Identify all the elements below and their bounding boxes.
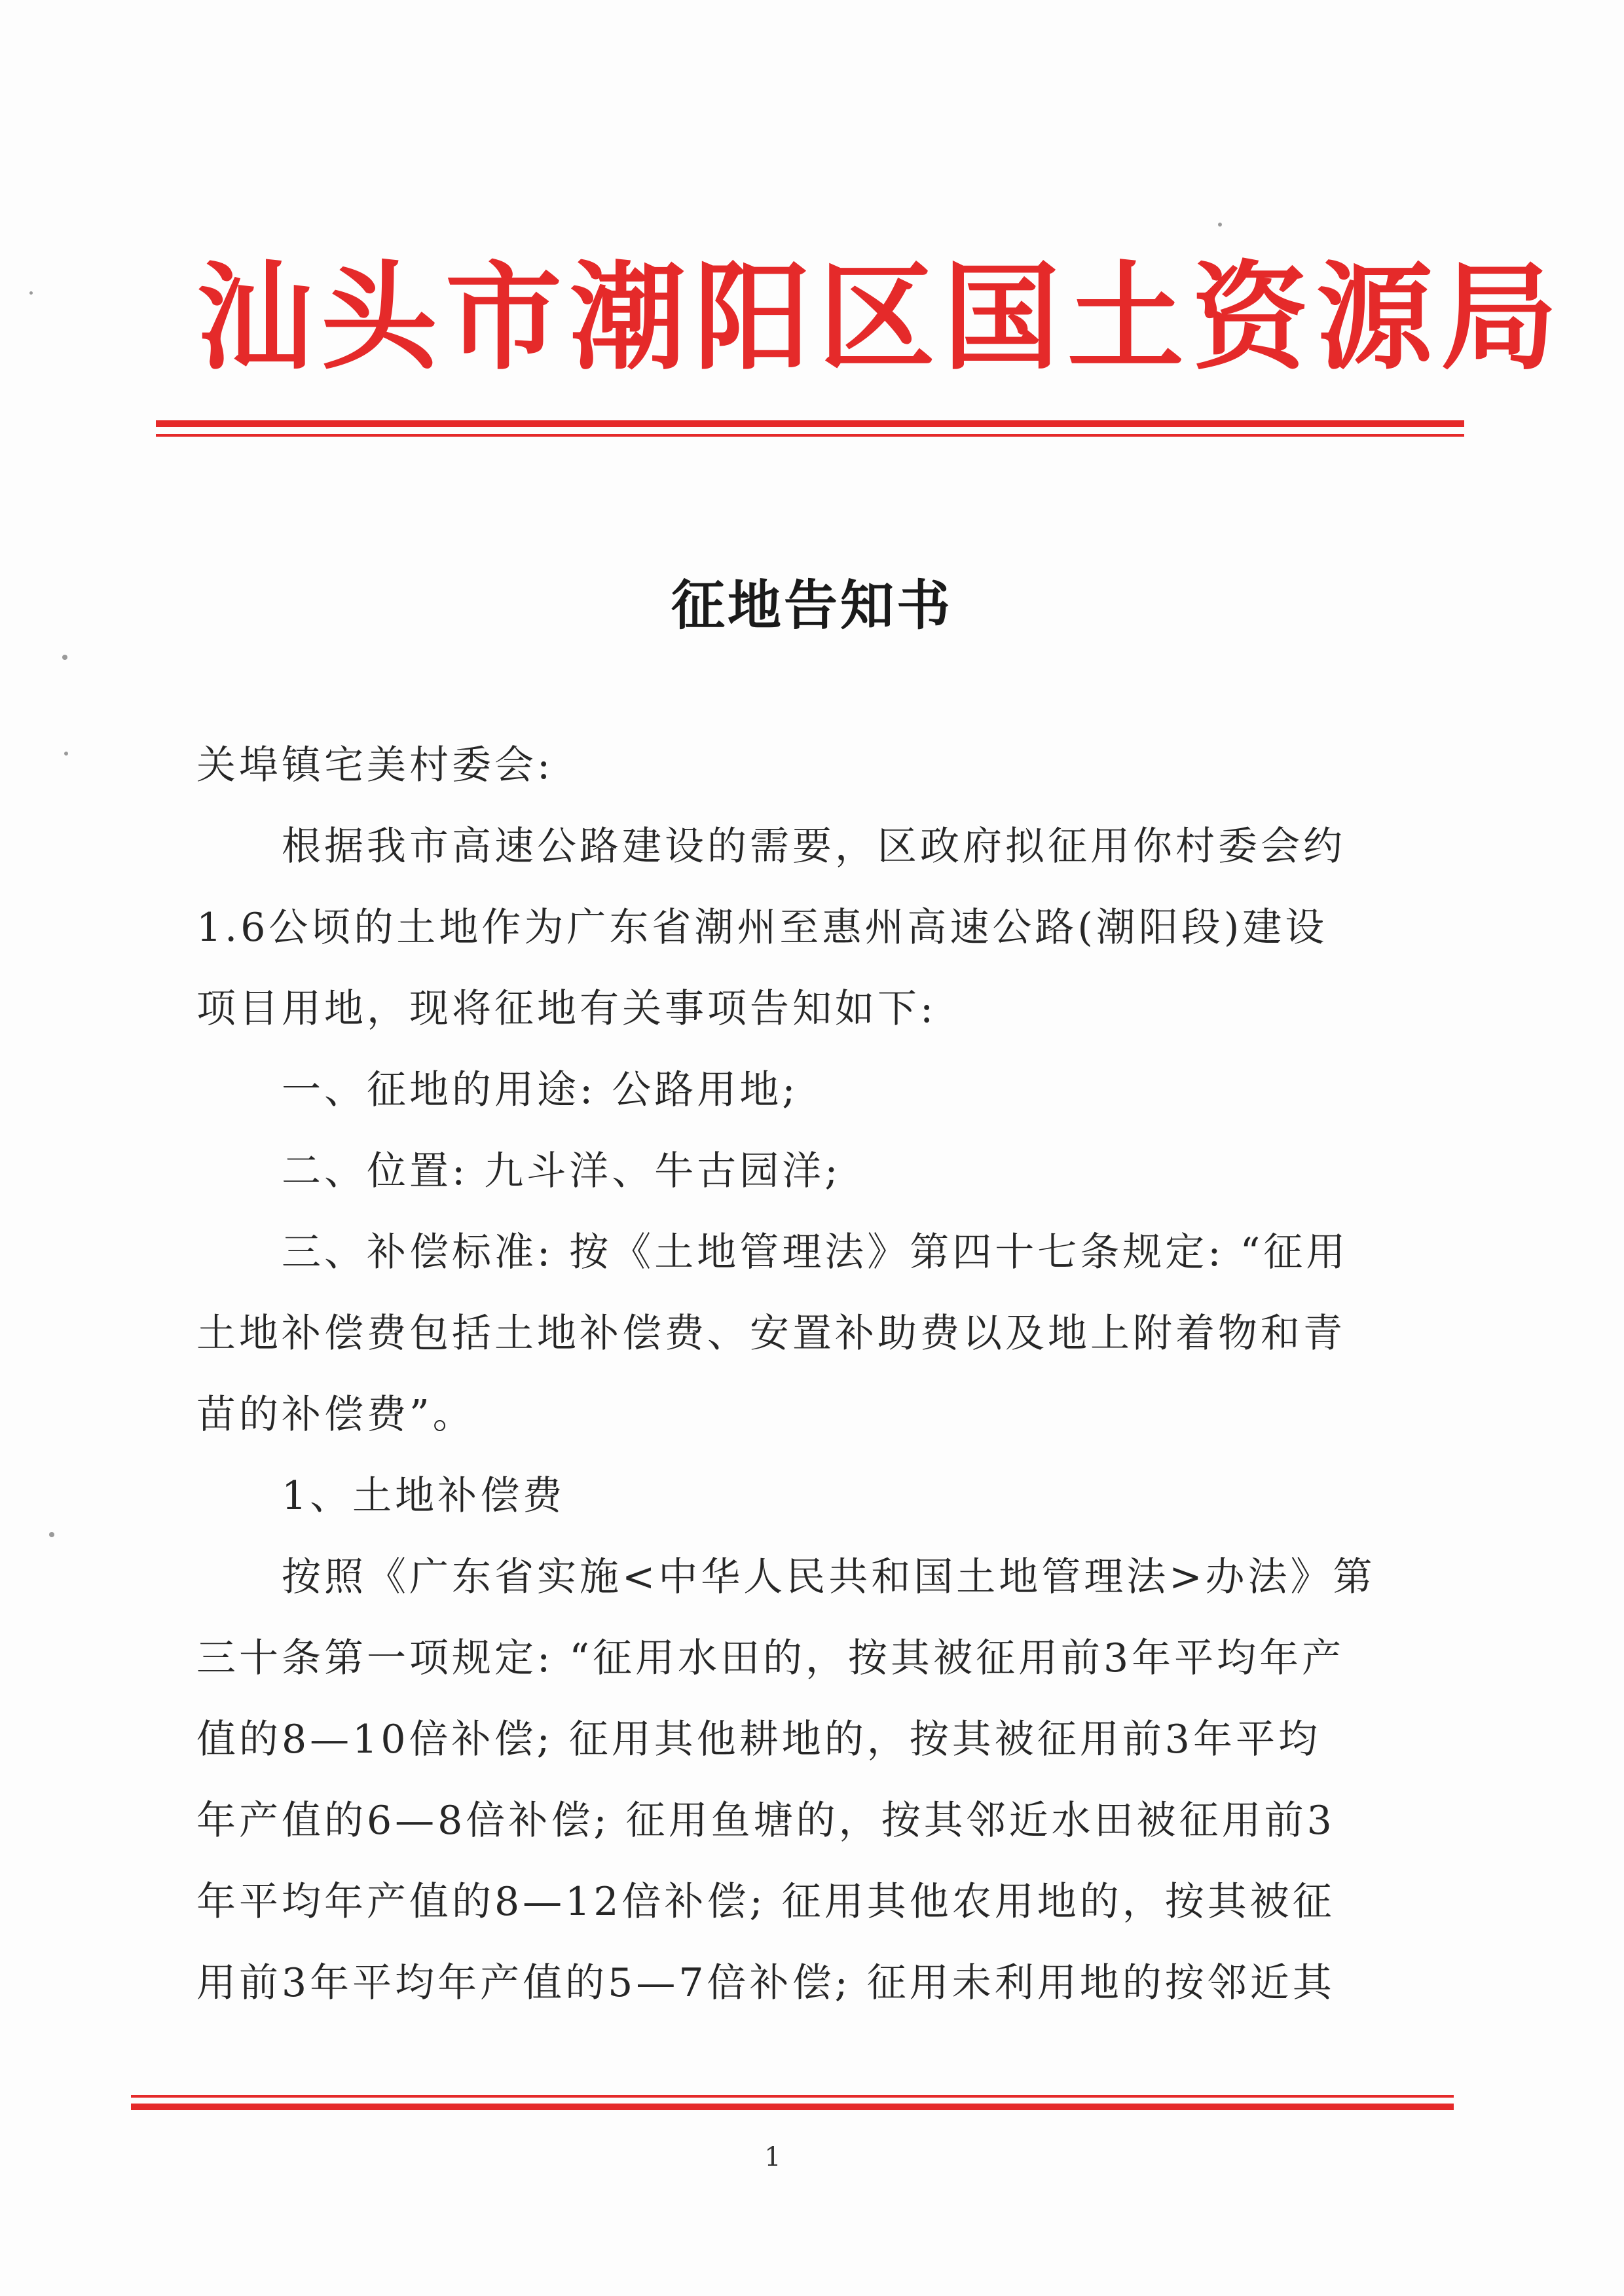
document-title: 征地告知书: [671, 574, 953, 637]
body-line: 二、位置: 九斗洋、牛古园洋;: [196, 1148, 841, 1194]
body-line: 按照《广东省实施<中华人民共和国土地管理法>办法》第: [196, 1554, 1376, 1600]
page-number: 1: [764, 2142, 781, 2172]
body-line: 年平均年产值的8—12倍补偿; 征用其他农用地的，按其被征: [196, 1879, 1335, 1925]
body-line: 三、补偿标准: 按《土地管理法》第四十七条规定: “征用: [196, 1230, 1349, 1275]
body-line: 一、征地的用途: 公路用地;: [196, 1067, 799, 1113]
scan-speck: [1218, 223, 1222, 227]
scan-speck: [29, 291, 33, 295]
body-line: 三十条第一项规定: “征用水田的，按其被征用前3年平均年产: [196, 1635, 1345, 1681]
body-line: 1、土地补偿费: [196, 1473, 566, 1519]
letterhead-rule-thick: [156, 420, 1464, 427]
scan-speck: [49, 1532, 54, 1537]
body-line: 值的8—10倍补偿; 征用其他耕地的，按其被征用前3年平均: [196, 1717, 1321, 1762]
body-line-salutation: 关埠镇宅美村委会:: [196, 742, 554, 788]
scan-speck: [64, 752, 68, 756]
footer-rule-thin: [131, 2095, 1454, 2098]
letterhead-rule-thin: [156, 434, 1464, 437]
footer-rule-thick: [131, 2104, 1454, 2110]
body-line: 土地补偿费包括土地补偿费、安置补助费以及地上附着物和青: [196, 1311, 1346, 1357]
body-line: 年产值的6—8倍补偿; 征用鱼塘的，按其邻近水田被征用前3: [196, 1798, 1335, 1844]
body-line: 苗的补偿费”。: [196, 1392, 475, 1438]
scan-speck: [62, 655, 67, 660]
document-body: [196, 725, 1395, 2041]
body-line: 用前3年平均年产值的5—7倍补偿; 征用未利用地的按邻近其: [196, 1960, 1335, 2006]
body-line: 根据我市高速公路建设的需要，区政府拟征用你村委会约: [196, 824, 1346, 869]
body-line: 1.6公顷的土地作为广东省潮州至惠州高速公路(潮阳段)建设: [196, 905, 1328, 951]
letterhead-organization: 汕头市潮阳区国土资源局: [196, 249, 1565, 386]
body-line: 项目用地，现将征地有关事项告知如下:: [196, 986, 937, 1032]
